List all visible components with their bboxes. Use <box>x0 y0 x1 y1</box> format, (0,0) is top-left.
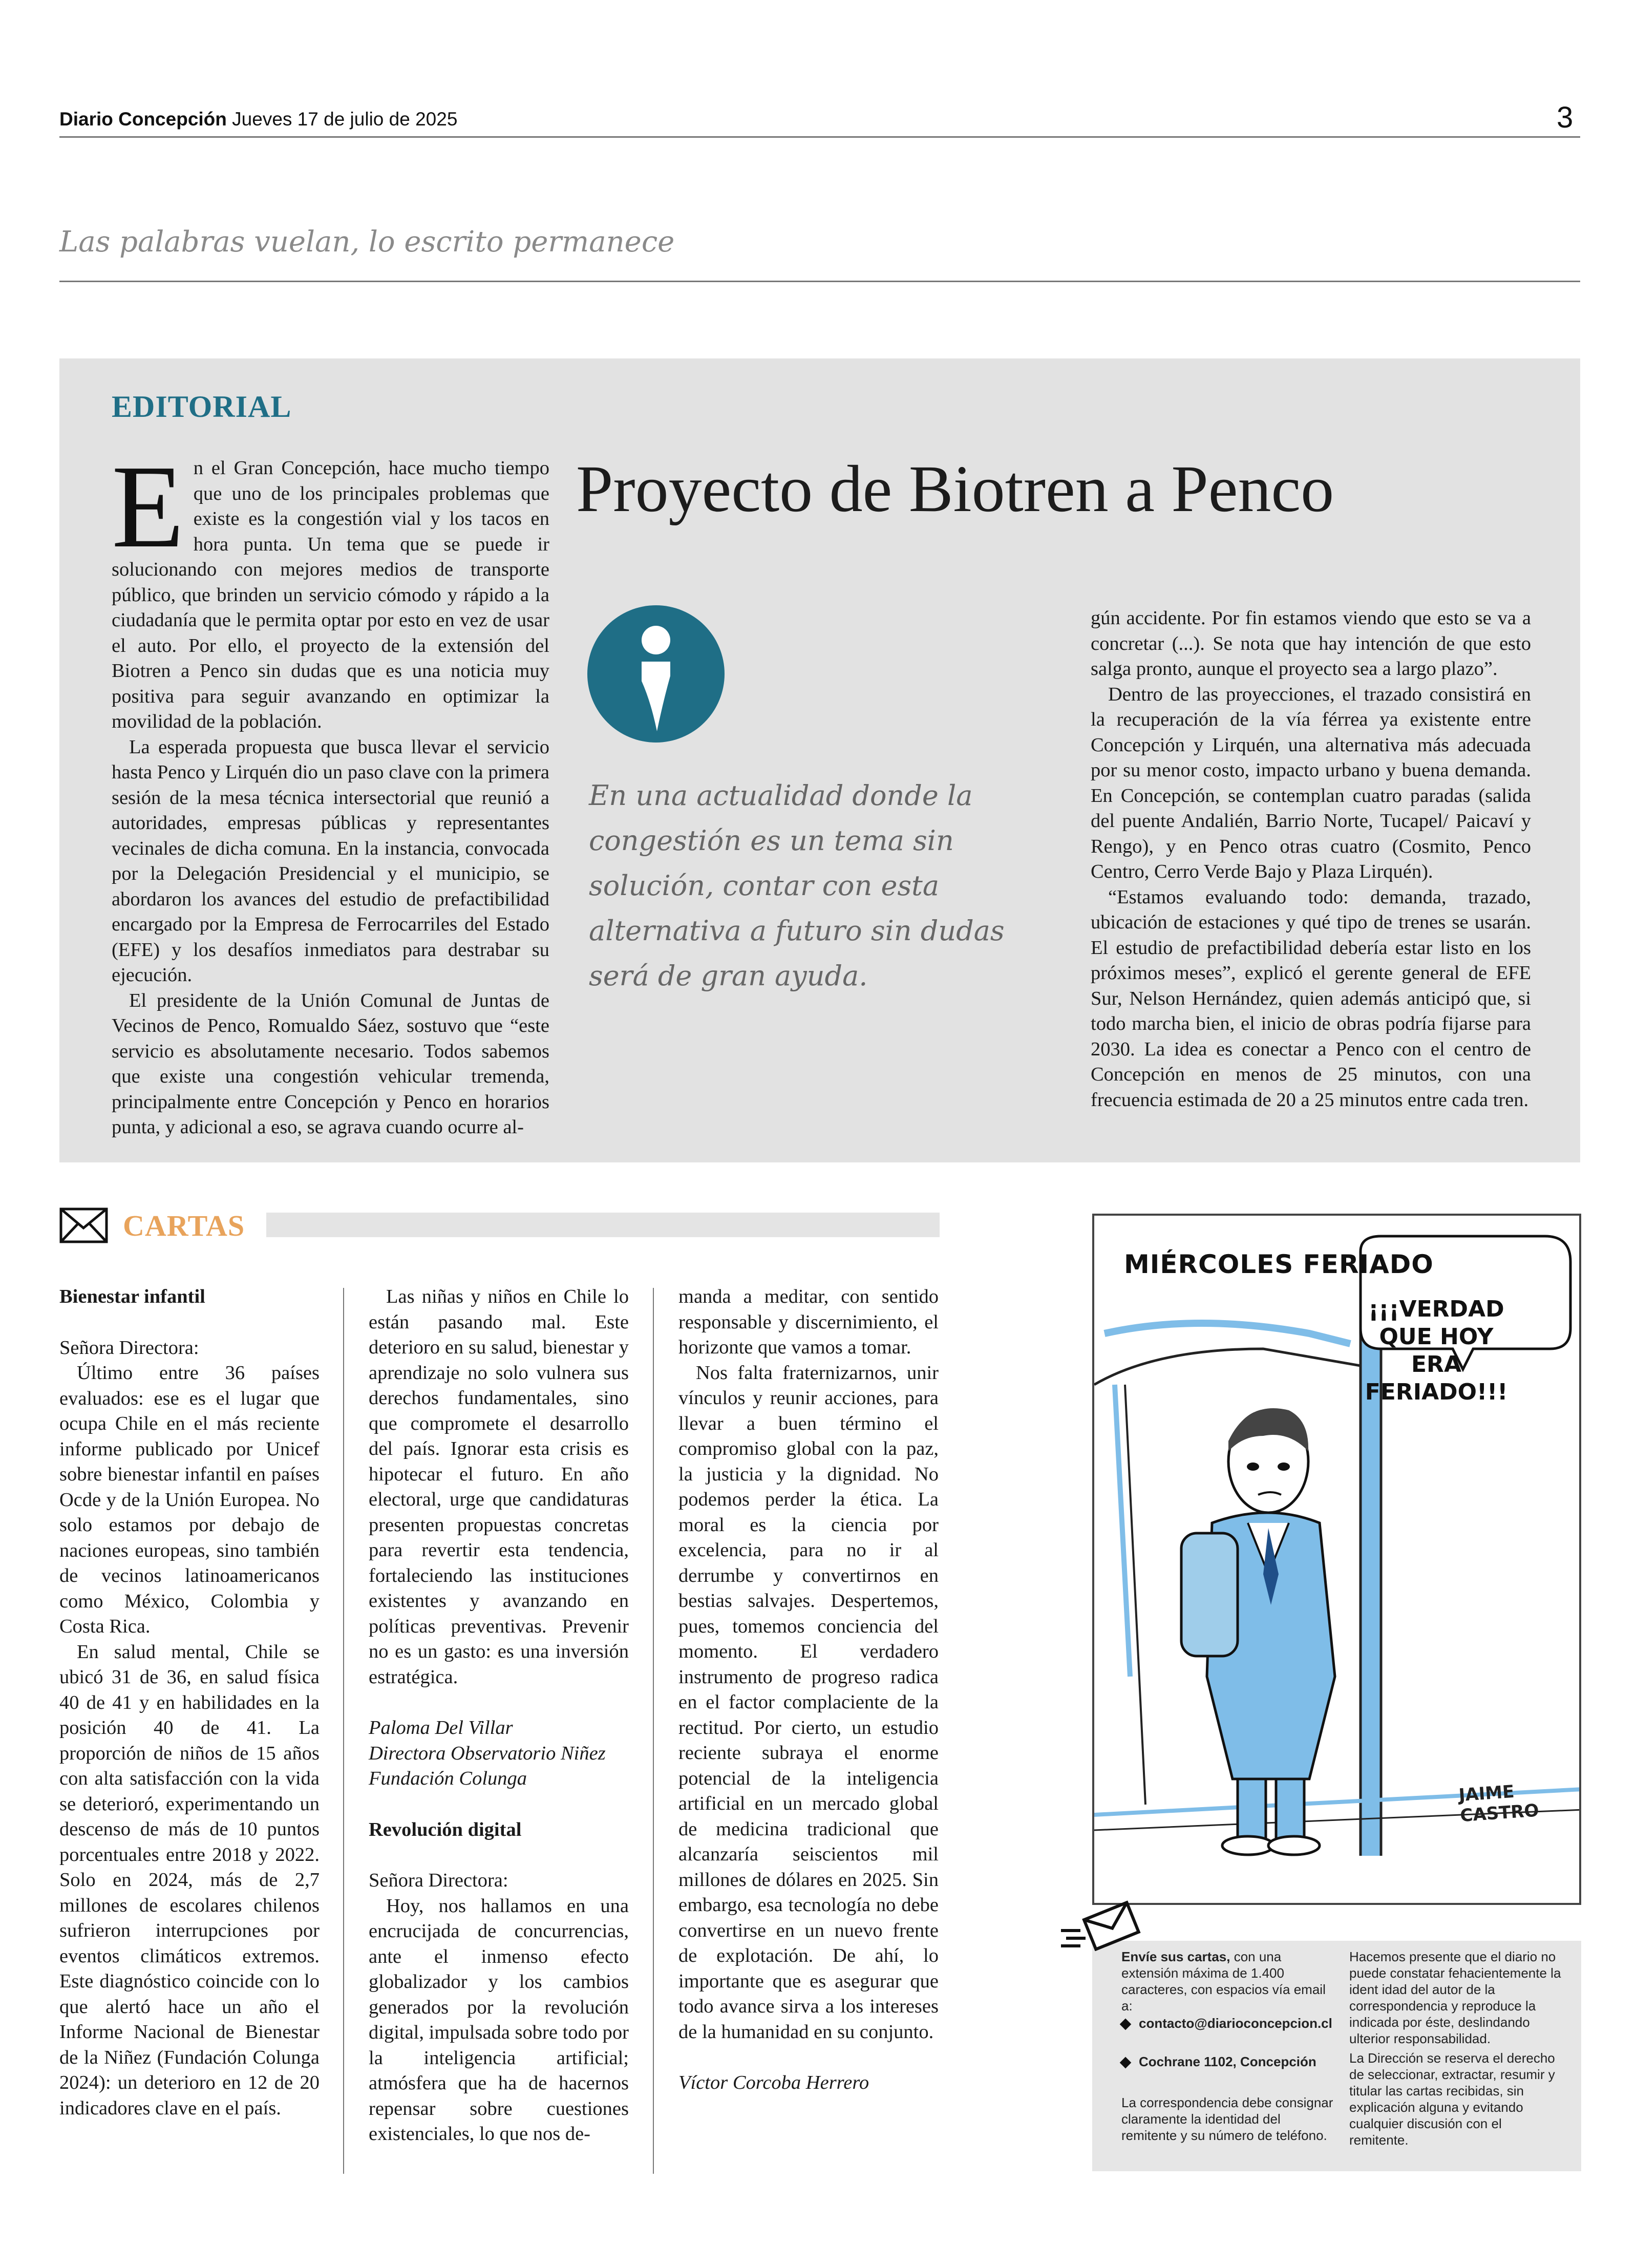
editorial-column-3 <box>1091 606 1531 1113</box>
letter-column-3 <box>678 1284 939 2096</box>
editing-rights-notice: La Dirección se reserva el derecho de seleccionar, extractar, resumir y titular las cartas recibidas, sin explicación alguna y evitando cualquier discusión con el remitente. <box>1349 2050 1555 2148</box>
page-number: 3 <box>1557 101 1574 134</box>
responsibility-notice: Hacemos presente que el diario no puede constatar fehacientemente la ident idad del autor de la correspondencia y reproduce la indicada por éste, deslindando ulterior responsabilidad. <box>1349 1949 1561 2046</box>
info-send-label: Envíe sus cartas, <box>1121 1949 1230 1964</box>
flying-envelope-icon <box>1060 1895 1142 1951</box>
letter-signature-name: Paloma Del Villar <box>369 1717 513 1739</box>
letter-salutation: Señora Directora: <box>59 1337 199 1359</box>
cartoonist-signature: JAIME CASTRO <box>1458 1781 1540 1827</box>
editorial-paragraph: “Estamos evaluando todo: demanda, trazado, ubicación de estaciones y qué tipo de trenes se usarán. El estudio de prefactibilidad debería estar listo en los próximos meses”, explicó el gerente general de EFE Sur, Nelson Hernández, quien además anticipó que, si todo marcha bien, el inicio de obras podría fijarse para 2030. La idea es conectar a Penco con el centro de Concepción en menos de 25 minutos, con una frecuencia estimada de 20 a 25 minutos entre cada tren. <box>1091 886 1531 1111</box>
letter-signature-name: Víctor Corcoba Herrero <box>678 2072 869 2093</box>
cartoon-speech: ¡¡¡VERDAD QUE HOY ERA FERIADO!!! <box>1365 1296 1508 1405</box>
editorial-paragraph: El presidente de la Unión Comunal de Juntas de Vecinos de Penco, Romualdo Sáez, sostuvo que “este servicio es absolutamente necesario. Todos sabemos que existe una congestión vehicular tremenda, principalmente entre Concepción y Penco en horarios punta, y adicional a eso, se agrava cuando ocurre al- <box>112 989 549 1138</box>
editorial-paragraph: La esperada propuesta que busca llevar el servicio hasta Penco y Lirquén dio un paso clave con la primera sesión de la mesa técnica intersectorial que reunió a autoridades, empresas públicas y representantes vecinales de dicha comuna. En la instancia, convocada por la Delegación Presidencial y el municipio, se abordaron los avances del estudio de prefactibilidad encargado por la Empresa de Ferrocarriles del Estado (EFE) y los desafíos inmediatos para destrabar su ejecución. <box>112 736 549 986</box>
column-divider <box>343 1288 344 2174</box>
letter-paragraph: Hoy, nos hallamos en una encrucijada de concurrencias, ante el inmenso efecto globalizador y los cambios generados por la revolución digital, impulsada sobre todo por la inteligencia artificial; atmósfera que ha de hacernos repensar sobre cuestiones existenciales, lo que nos de- <box>369 1895 629 2145</box>
column-divider <box>653 1288 654 2174</box>
masthead <box>59 109 457 130</box>
contact-email-row <box>1121 2015 1352 2031</box>
cartoon-title: MIÉRCOLES FERIADO <box>1124 1249 1434 1279</box>
editorial-paragraph: gún accidente. Por fin estamos viendo que esto se va a concretar (...). Se nota que hay intención de que esto salga pronto, aunque el proyecto sea a largo plazo”. <box>1091 607 1531 680</box>
paper-name: Diario Concepción <box>59 109 227 130</box>
issue-date: Jueves 17 de julio de 2025 <box>232 109 458 130</box>
letter-salutation: Señora Directora: <box>369 1870 508 1891</box>
info-send-instructions <box>1121 1948 1336 2014</box>
editorial-paragraph: Dentro de las proyecciones, el trazado consistirá en la recuperación de la vía férrea ya existente entre Concepción y Lirquén, una alternativa más adecuada por su menor costo, impacto urbano y buena demanda. En Concepción, se contemplan cuatro paradas (salida del puente Andalién, Barrio Norte, Tucapel/ Paicaví y Rengo), y en Penco otras cuatro (Cosmito, Penco Centro, Cerro Verde Bajo y Plaza Lirquén). <box>1091 683 1531 882</box>
letter-signature-org: Fundación Colunga <box>369 1768 527 1789</box>
editorial-label: EDITORIAL <box>112 390 292 423</box>
tagline-rule <box>59 281 1580 282</box>
editorial-headline: Proyecto de Biotren a Penco <box>576 452 1334 526</box>
contact-email[interactable]: contacto@diarioconcepcion.cl <box>1139 2016 1332 2031</box>
letter-signature-title: Directora Observatorio Niñez <box>369 1742 606 1764</box>
letter-column-1 <box>59 1284 320 2121</box>
identity-notice: La correspondencia debe consignar claramente la identidad del remitente y su número de teléfono. <box>1121 2095 1333 2143</box>
section-tagline: Las palabras vuelan, lo escrito permanece <box>59 225 675 259</box>
editorial-paragraph-text: n el Gran Concepción, hace mucho tiempo que uno de los principales problemas que existe es la congestión vial y los tacos en hora punta. Un tema que se puede ir solucionando con mejores medios de transporte público, que brinden un servicio cómodo y rápido a la ciudadanía que le permita optar por esto en vez de usar el auto. Por ello, el proyecto de la extensión del Biotren a Penco sin dudas que es una noticia muy positiva para seguir avanzando en optimizar la movilidad de la población. <box>112 457 549 732</box>
bullet-diamond-icon <box>1120 2019 1132 2030</box>
letter-title: Bienestar infantil <box>59 1286 205 1307</box>
letter-paragraph: Nos falta fraternizarnos, unir vínculos y reunir acciones, para llevar a buen término el compromiso global con la paz, la justicia y la dignidad. No podemos perder la ética. La moral es la ciencia por excelencia, para no ir al derrumbe y convertirnos en bestias salvajes. Despertemos, pues, tomemos conciencia del momento. El verdadero instrumento de progreso radica en el factor complaciente de la rectitud. Por cierto, un estudio reciente subraya el enorme potencial de la inteligencia artificial en un mercado global de medicina tradicional que alcanzaría seiscientos mil millones de dólares en 2025. Sin embargo, esa tecnología no debe convertirse en un nuevo frente de explotación. De ahí, lo importante que es asegurar que todo avance sirva a los intereses de la humanidad en su conjunto. <box>678 1362 939 2043</box>
drop-cap: E <box>112 441 184 573</box>
header-rule <box>59 136 1580 138</box>
bullet-diamond-icon <box>1120 2057 1132 2069</box>
editorial-column-1 <box>112 441 549 1140</box>
info-send-text: con una extensión máxima de 1.400 caracteres, con espacios vía email a: <box>1121 1949 1326 2013</box>
cartas-label: CARTAS <box>123 1209 245 1242</box>
pull-quote: En una actualidad donde la congestión es un tema sin solución, contar con esta alternativa a futuro sin dudas será de gran ayuda. <box>589 779 1005 992</box>
letter-paragraph: En salud mental, Chile se ubicó 31 de 36, en salud física 40 de 41 y en habilidades en la posición 40 de 41. La proporción de niños de 15 años con alta satisfacción con la vida se deterioró, experimentando un descenso de más de 10 puntos porcentuales entre 2018 y 2022. Solo en 2024, más de 2,7 millones de escolares chilenos sufrieron interrupciones por eventos climáticos extremos. Este diagnóstico coincide con lo que alertó hace un año el Informe Nacional de Bienestar de la Niñez (Fundación Colunga 2024): un deterioro en 12 de 20 indicadores clave en el país. <box>59 1641 320 2119</box>
contact-address-row <box>1121 2053 1352 2070</box>
editorial-paragraph <box>112 441 549 735</box>
info-icon <box>586 604 726 744</box>
letter-paragraph: Las niñas y niños en Chile lo están pasando mal. Este deterioro en su salud, bienestar y aprendizaje no solo vulnera sus derechos fundamentales, sino que compromete el desarrollo del país. Ignorar esta crisis es hipotecar el futuro. En año electoral, urge que candidaturas presenten propuestas concretas para revertir esta tendencia, fortaleciendo las instituciones existentes y avanzando en políticas preventivas. Prevenir no es un gasto: es una inversión estratégica. <box>369 1286 629 1688</box>
letter-title: Revolución digital <box>369 1818 522 1840</box>
letter-paragraph: Último entre 36 países evaluados: ese es el lugar que ocupa Chile en el más reciente informe publicado por Unicef sobre bienestar infantil en países Ocde y de la Unión Europea. No solo estamos por debajo de naciones europeas, sino también de vecinos latinoamericanos como México, Colombia y Costa Rica. <box>59 1362 320 1637</box>
letter-paragraph: manda a meditar, con sentido responsable y discernimiento, el horizonte que vamos a tomar. <box>678 1286 939 1358</box>
letter-column-2 <box>369 1284 629 2147</box>
contact-address: Cochrane 1102, Concepción <box>1139 2054 1316 2069</box>
cartas-header-bar <box>266 1213 940 1237</box>
envelope-icon <box>59 1207 108 1243</box>
